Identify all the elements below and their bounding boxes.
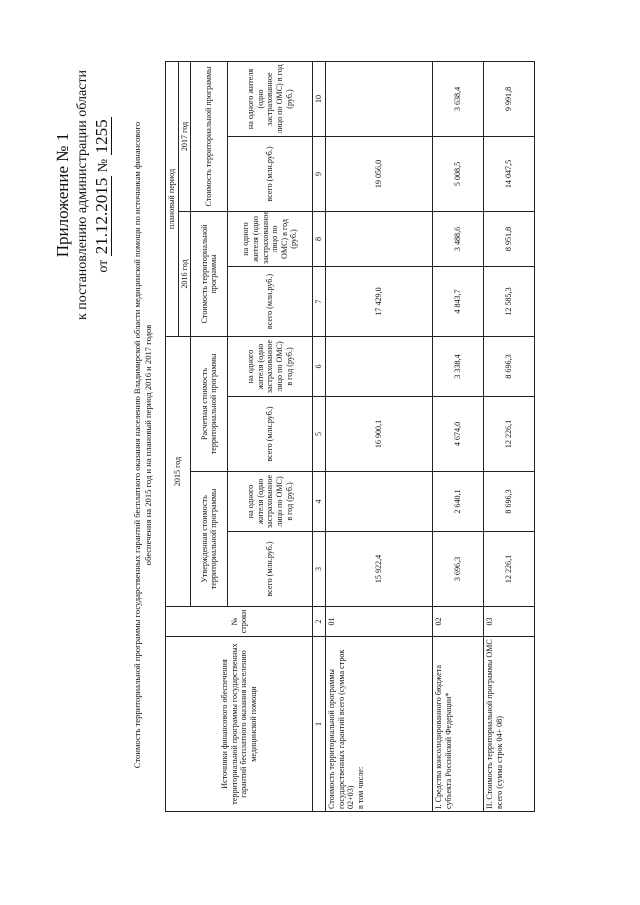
row-02-col7: 4 843,7 [433, 266, 484, 336]
table-row [484, 61, 535, 811]
col-number-5: 5 [313, 397, 326, 472]
row-03-no: 03 [484, 607, 535, 637]
header-year-2016: 2016 год [178, 211, 191, 336]
row-01-col7: 17 429,0 [326, 266, 433, 336]
col-number-10: 10 [313, 61, 326, 136]
decree-number: 1255 [92, 119, 111, 154]
row-01-sub-label: в том числе: [355, 766, 365, 809]
row-01-col10 [326, 61, 433, 136]
row-03-col4: 8 696,3 [484, 472, 535, 532]
header-cost-2016: Стоимость территориальной программы [191, 211, 228, 336]
header-total-approved: всего (млн.руб.) [228, 532, 313, 607]
col-number-6: 6 [313, 336, 326, 396]
header-year-2015: 2015 год [166, 336, 191, 606]
header-row-1 [166, 61, 179, 811]
col-number-3: 3 [313, 532, 326, 607]
row-02-col8: 3 488,6 [433, 211, 484, 266]
table-row [433, 61, 484, 811]
header-total-2017: всего (млн.руб.) [228, 136, 313, 211]
row-01-name [326, 637, 433, 812]
row-03-col6: 8 696,3 [484, 336, 535, 396]
col-number-7: 7 [313, 266, 326, 336]
header-per-approved: на одного жителя (одно застрахованное лицо по ОМС) в год (руб.) [228, 472, 313, 532]
row-03-col8: 8 951,8 [484, 211, 535, 266]
date-line [92, 45, 114, 345]
row-01-no: 01 [326, 607, 433, 637]
row-02-col10: 3 638,4 [433, 61, 484, 136]
header-estimated: Расчетная стоимость территориальной программы [191, 336, 228, 471]
row-03-name: II. Стоимость территориальной программы ОМС всего (сумма строк 04+ 08) [484, 637, 535, 812]
row-02-col3: 3 696,3 [433, 532, 484, 607]
decree-line: к постановлению администрации области [75, 69, 90, 321]
title-line-1: Стоимость территориальной программы государственных гарантий бесплатного оказания населению Владимирской области медицинской помощи по источникам финансового [132, 121, 142, 769]
row-02-name: I. Средства консолидированного бюджета субъекта Российской Федерации* [433, 637, 484, 812]
header-source: Источники финансового обеспечения территориальной программы государственных гарантий бесплатного оказания населению медицинской помощи [166, 637, 313, 812]
row-01-col9: 19 056,0 [326, 136, 433, 211]
row-02-col4: 2 640,1 [433, 472, 484, 532]
row-03-col3: 12 226,1 [484, 532, 535, 607]
row-03-col10: 9 991,8 [484, 61, 535, 136]
row-03-col9: 14 047,5 [484, 136, 535, 211]
header-per-estimated: на одного жителя (одно застрахованное лицо по ОМС) в год (руб.) [228, 336, 313, 396]
row-01-col8 [326, 211, 433, 266]
row-01-col5: 16 900,1 [326, 397, 433, 472]
col-number-9: 9 [313, 136, 326, 211]
header-total-2016: всего (млн.руб.) [228, 266, 313, 336]
header-total-estimated: всего (млн.руб.) [228, 397, 313, 472]
row-01-col6 [326, 336, 433, 396]
appendix-title: Приложение № 1 [53, 132, 72, 258]
header-plan-period: плановый период [166, 61, 179, 336]
col-number-4: 4 [313, 472, 326, 532]
header-per-2017: на одного жителя (одно застрахованное лицо по ОМС) в год (руб.) [228, 61, 313, 136]
title-line-2: обеспечения на 2015 год и на плановый период 2016 и 2017 годов [143, 324, 153, 566]
header-approved: Утвержденная стоимость территориальной программы [191, 472, 228, 607]
number-sign: № [96, 158, 111, 173]
column-number-row [313, 61, 326, 811]
header-year-2017: 2017 год [178, 61, 191, 211]
row-01-col3: 15 922,4 [326, 532, 433, 607]
row-02-col5: 4 674,0 [433, 397, 484, 472]
row-03-col7: 12 585,3 [484, 266, 535, 336]
cost-table [165, 61, 535, 812]
col-number-8: 8 [313, 211, 326, 266]
document-title [132, 85, 154, 805]
row-01-label: Стоимость территориальной программы государственных гарантий всего (сумма строк 02+03) [327, 649, 356, 809]
col-number-2: 2 [313, 607, 326, 637]
header-per-2016: на одного жителя (одно застрахованное лицо по ОМС) в год (руб.) [228, 211, 313, 266]
row-02-col6: 3 338,4 [433, 336, 484, 396]
row-01-col4 [326, 472, 433, 532]
header-row-no: № строки [166, 607, 313, 637]
col-number-1: 1 [313, 637, 326, 812]
header-cost-2017: Стоимость территориальной программы [191, 61, 228, 211]
row-02-col9: 5 008,5 [433, 136, 484, 211]
table-row [326, 61, 433, 811]
row-02-no: 02 [433, 607, 484, 637]
decree-date: 21.12.2015 [92, 177, 111, 255]
row-03-col5: 12 226,1 [484, 397, 535, 472]
appendix-header [52, 45, 114, 345]
from-label: от [96, 259, 111, 273]
